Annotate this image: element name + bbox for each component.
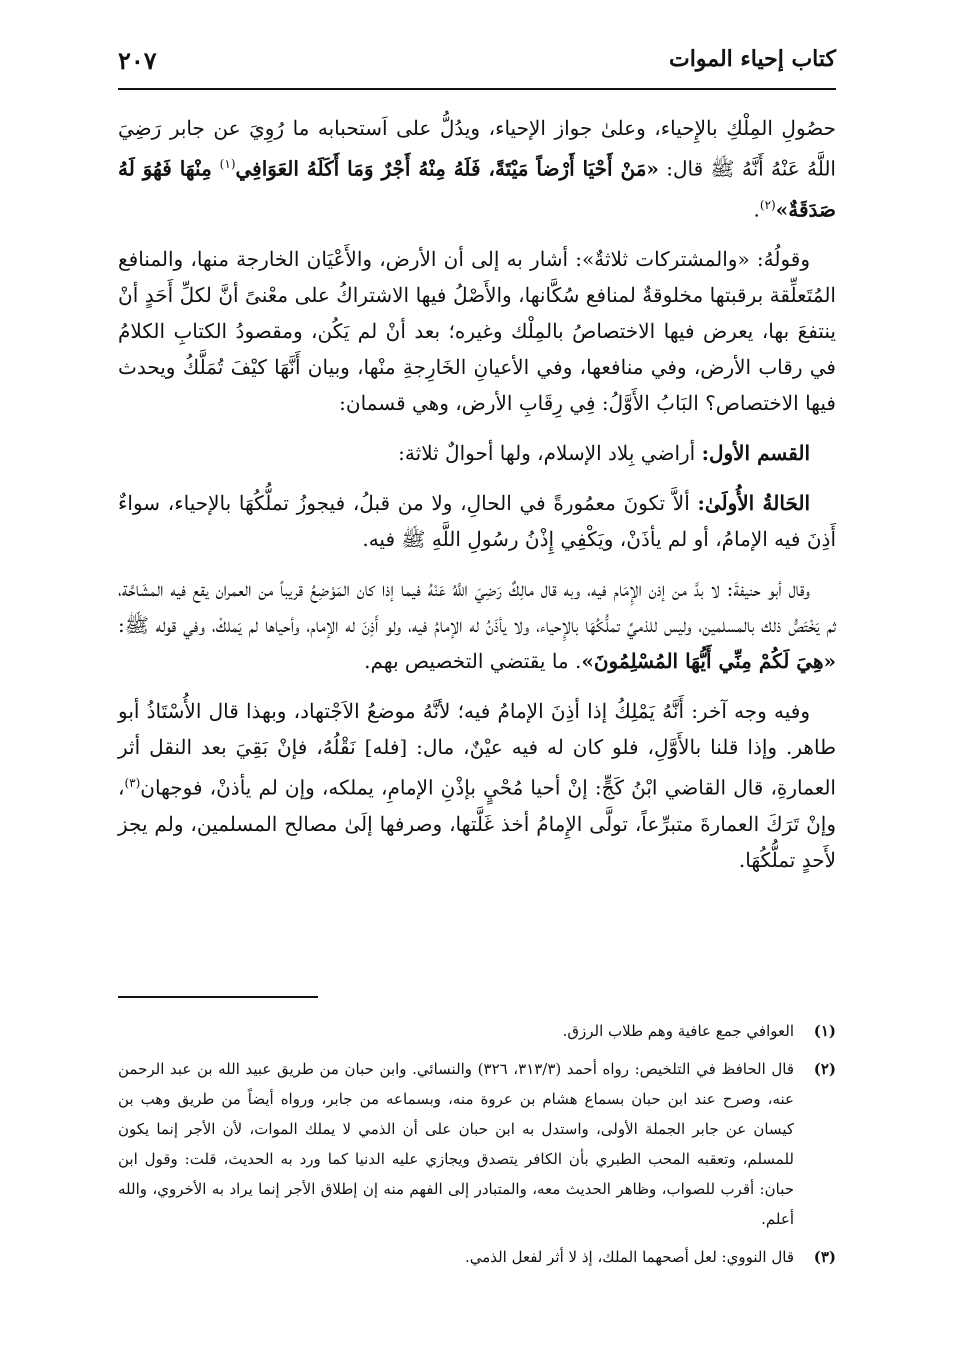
footnote-number: (٢) [813, 1060, 836, 1078]
paragraph-6 [118, 693, 836, 878]
paragraph-text: أراضي بِلاد الإسلام، ولها أحوالٌ ثلاثة: [398, 441, 702, 466]
header-rule [118, 88, 836, 90]
paragraph-3 [118, 435, 836, 471]
running-title: كتاب إحياء الموات [669, 46, 836, 72]
page-header [118, 38, 836, 86]
footnotes [118, 1016, 836, 1280]
footnote-text: قال النووي: لعل أصحهما الملك، إذ لا أثر لفعل الذمي. [464, 1248, 794, 1266]
footnote-ref: (١) [219, 157, 236, 171]
paragraph-text: وقال أبو حنيفةَ: لا بدَّ من إذن الإِمَام فيه، وبه قال مالِكٌ رَضِيَ اللَّهُ عَنْهُ فيما إذا كان المَوْضِعُ قريباً من العمران يقع فيه المشَاحَّة، ثم يَخْتَصُّ ذلك بالمسلمين، وليس للذميِّ تملُّكُهَا بالإِحياء، ولا يأذَنُ له الإمامُ فيه، ولو أَذِنَ له الإمام، وأحياها لم يَملكْ، وفي قوله ﷺ: [118, 577, 836, 638]
footnote-number: (١) [813, 1022, 836, 1040]
paragraph-text: ألاَّ تكونَ معمُورةً في الحالِ، ولا من قبلُ، فيجوزُ تملُّكُهَا بالإحياء، سواءٌ أَذِنَ فيه الإمامُ، أو لم يأذَنْ، ويَكْفِي إِذْنُ رسُولِ اللَّهِ ﷺ فيه. [118, 491, 836, 552]
footnote-number: (٣) [813, 1248, 836, 1266]
paragraph-text: حصُولِ المِلْكِ بالإِحياء، وعلىٰ جواز الإحياء، ويدُلُّ على اَستحبابه ما رُوِيَ عن جابر رَضِيَ اللَّهُ عَنْهُ أَنَّهُ ﷺ قال: [118, 116, 836, 181]
footnote-text: العوافي جمع عافية وهم طلاب الرزق. [562, 1022, 794, 1040]
hadith-quote: «مَنْ أَحْيَا أَرْضاً مَيْتَةً، فَلَهُ مِنْهُ أَجْرٌ وَمَا أَكَلَهُ العَوَافِي [235, 156, 659, 181]
page-number: ٢٠٧ [118, 46, 157, 75]
paragraph-text: . ما يقتضي التخصيص بهم. [364, 649, 582, 674]
footnote-ref: (٣) [124, 776, 141, 791]
paragraph-1 [118, 110, 836, 227]
hadith-quote: مِنْهَا فَهُوَ لَهُ صَدَقَةٌ» [118, 156, 836, 222]
paragraph-text: . [753, 197, 760, 222]
main-text [118, 110, 836, 892]
paragraph-4 [118, 485, 836, 557]
paragraph-text: ، وإنْ تَرَكَ العمارةَ متبرِّعاً، تولَّى الإِمامُ أخذ غَلَّتها، وصرفها إلَىٰ مصالح المسلمين، ولم يجز لأَحدٍ تملُّكُهَا. [118, 775, 836, 872]
section-heading: القسم الأول: [701, 441, 810, 466]
hadith-quote: «هِيَ لَكُمْ مِنِّي أَيُّهَا المُسْلِمُونَ» [581, 649, 836, 674]
footnote-2 [118, 1054, 836, 1234]
footnote-text: قال الحافظ في التلخيص: رواه أحمد (٣١٣/٣، ٣٢٦) والنسائي. وابن حبان من طريق عبيد الله بن عبد الرحمن عنه، وصرح عند ابن حبان بسماع هشام بن عروة منه، وبسماعه من جابر، ورواه أيضاً من طريق وهب بن كيسان عن جابر الجملة الأولى، واستدل به ابن حبان على أن الذمي لا يملك الموات، لأن الأجر إنما يكون للمسلم، وتعقبه المحب الطبري بأن الكافر يتصدق ويجازي عليه الدنيا كما ورد به الحديث، قلت: وقول ابن حبان: أقرب للصواب، وظاهر الحديث معه، والمتبادر إلى الفهم منه إن إطلاق الأجر إنما يراد به الأخروي، والله أعلم. [118, 1060, 794, 1228]
paragraph-2: وقولُهُ: «والمشتركات ثلاثةٌ»: أشار به إلى أن الأرض، والأَعْيَان الخارجة منها، والمنافع المُتَعلِّقة برقبتها مخلوقةٌ لمنافع سُكَّانها، والأَصْلُ فيها الاشتراكُ على معْنىً أنَّ لكلِّ أَحَدٍ أنْ ينتفعَ بها، يعرض فيها الاختصاصُ بالمِلْك وغيره؛ بعد أنْ لم يَكُن، ومقصودُ الكتابِ الكلامُ في رقاب الأرض، وفي منافعها، وفي الأعيانِ الخَارِجةِ منْها، وبيان أَنَّهَا كيْفَ تُمَلَّكُ ويحدث فيها الاختصاص؟ البَابُ الأَوَّلُ: فِي رِقَابِ الأرض، وهي قسمان: [118, 247, 836, 416]
footnote-separator [118, 996, 318, 998]
section-heading: الحَالةُ الأُولَىٰ: [697, 491, 811, 516]
footnote-ref: (٢) [759, 197, 776, 212]
book-page [118, 38, 836, 1266]
footnote-3 [118, 1242, 836, 1272]
footnote-1 [118, 1016, 836, 1046]
paragraph-5 [118, 571, 836, 679]
paragraph-text: وفيه وجه آخر: أَنَّهُ يَمْلِكُ إذا أذِنَ الإمامُ فيه؛ لأنَّهُ موضعُ الاَجْتهاد، وبهذا قال الأُسْتَاذُ أبو طاهر. وإذا قلنا بالأَوَّلِ، فلو كان له فيه عيْنٌ، مال: [فله] نَقْلُهُ، فإنْ بَقِيَ بعد النقل أثر العمارةِ، قال القاضي ابْنُ كَجٍّ: إنْ أحيا مُحْيٍ بإذْنِ الإمامِ، يملكه، وإن لم يأذنْ، فوجهان [118, 699, 836, 800]
